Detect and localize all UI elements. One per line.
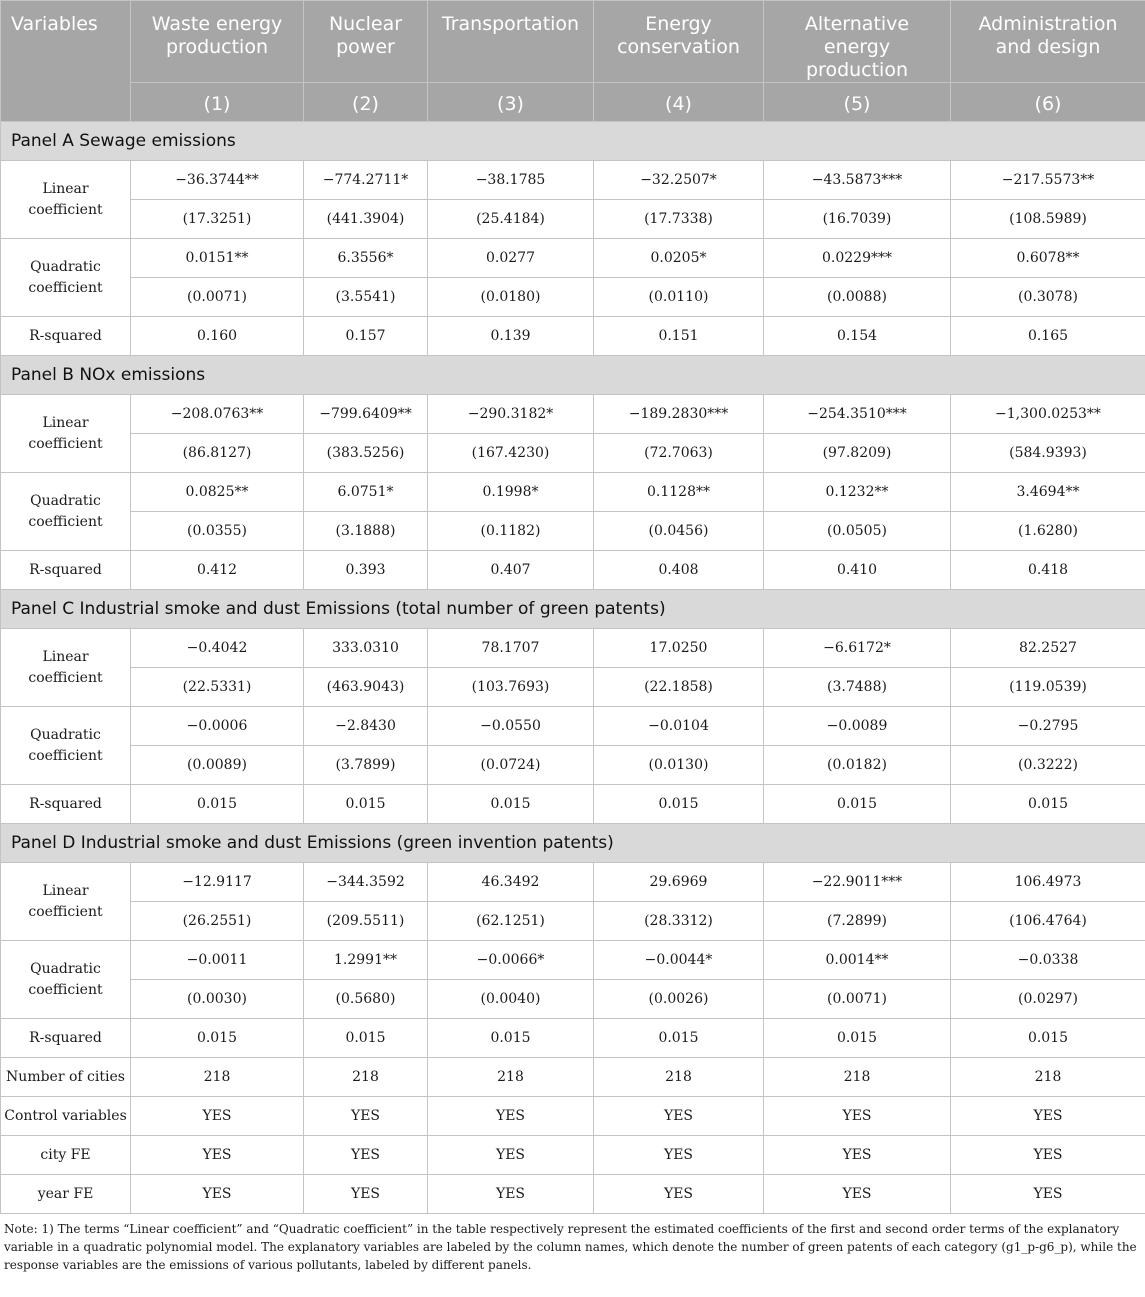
label-line: coefficient (28, 669, 103, 686)
standard-error-cell: (0.0026) (594, 980, 764, 1019)
label-line: Quadratic (30, 726, 101, 743)
footer-cell: YES (304, 1175, 428, 1214)
coefficient-cell: 0.1232** (764, 473, 951, 512)
standard-error-cell: (584.9393) (951, 434, 1145, 473)
r-squared-cell: 0.408 (594, 551, 764, 590)
coefficient-cell: −774.2711* (304, 161, 428, 200)
standard-error-cell: (0.0724) (428, 746, 594, 785)
row-label: city FE (1, 1136, 131, 1175)
standard-error-cell: (22.5331) (131, 668, 304, 707)
standard-error-cell: (62.1251) (428, 902, 594, 941)
standard-error-cell: (0.5680) (304, 980, 428, 1019)
row-label: R-squared (1, 551, 131, 590)
label-line: Linear (42, 180, 89, 197)
standard-error-cell: (106.4764) (951, 902, 1145, 941)
coefficient-cell: −0.0550 (428, 707, 594, 746)
coefficient-cell: 78.1707 (428, 629, 594, 668)
column-header-name (428, 1, 594, 83)
standard-error-cell: (0.0456) (594, 512, 764, 551)
row-label: R-squared (1, 785, 131, 824)
r-squared-cell: 0.015 (594, 785, 764, 824)
standard-error-cell: (0.0110) (594, 278, 764, 317)
standard-error-cell: (25.4184) (428, 200, 594, 239)
label-line: coefficient (28, 981, 103, 998)
coefficient-cell: 6.3556* (304, 239, 428, 278)
standard-error-cell: (26.2551) (131, 902, 304, 941)
row-label: year FE (1, 1175, 131, 1214)
r-squared-row (1, 317, 1145, 356)
label-line: Quadratic (30, 960, 101, 977)
coefficient-cell: −22.9011*** (764, 863, 951, 902)
coefficient-cell: −38.1785 (428, 161, 594, 200)
standard-error-row (1, 902, 1145, 941)
coefficient-cell: −217.5573** (951, 161, 1145, 200)
column-header-number: (4) (594, 83, 764, 122)
standard-error-cell: (72.7063) (594, 434, 764, 473)
standard-error-row (1, 434, 1145, 473)
footer-cell: 218 (594, 1058, 764, 1097)
row-label (1, 863, 131, 941)
label-line: coefficient (28, 903, 103, 920)
footer-cell: 218 (764, 1058, 951, 1097)
footer-row (1, 1097, 1145, 1136)
coefficient-cell: −0.0066* (428, 941, 594, 980)
coefficient-cell: 6.0751* (304, 473, 428, 512)
coefficient-cell: 0.0825** (131, 473, 304, 512)
standard-error-cell: (463.9043) (304, 668, 428, 707)
r-squared-cell: 0.015 (304, 1019, 428, 1058)
coefficient-row (1, 395, 1145, 434)
row-label (1, 707, 131, 785)
footer-cell: YES (951, 1136, 1145, 1175)
row-label (1, 161, 131, 239)
coefficient-cell: 106.4973 (951, 863, 1145, 902)
standard-error-cell: (0.0071) (131, 278, 304, 317)
standard-error-cell: (3.5541) (304, 278, 428, 317)
label-line: coefficient (28, 513, 103, 530)
row-label: Control variables (1, 1097, 131, 1136)
coefficient-cell: 82.2527 (951, 629, 1145, 668)
footer-cell: YES (428, 1097, 594, 1136)
standard-error-cell: (119.0539) (951, 668, 1145, 707)
row-label: R-squared (1, 317, 131, 356)
coefficient-cell: 0.1998* (428, 473, 594, 512)
coefficient-cell: −189.2830*** (594, 395, 764, 434)
coefficient-cell: 0.0229*** (764, 239, 951, 278)
coefficient-cell: 0.0014** (764, 941, 951, 980)
coefficient-cell: −208.0763** (131, 395, 304, 434)
footer-cell: 218 (951, 1058, 1145, 1097)
standard-error-cell: (28.3312) (594, 902, 764, 941)
column-header-number: (1) (131, 83, 304, 122)
standard-error-cell: (3.7488) (764, 668, 951, 707)
label-line: Energy (645, 13, 712, 35)
standard-error-cell: (108.5989) (951, 200, 1145, 239)
standard-error-cell: (17.3251) (131, 200, 304, 239)
standard-error-row (1, 980, 1145, 1019)
label-line: coefficient (28, 435, 103, 452)
column-header-name (304, 1, 428, 83)
standard-error-cell: (22.1858) (594, 668, 764, 707)
row-label: Number of cities (1, 1058, 131, 1097)
standard-error-cell: (0.3222) (951, 746, 1145, 785)
standard-error-cell: (16.7039) (764, 200, 951, 239)
standard-error-cell: (0.0030) (131, 980, 304, 1019)
coefficient-cell: 1.2991** (304, 941, 428, 980)
footer-cell: YES (951, 1097, 1145, 1136)
footer-cell: YES (428, 1175, 594, 1214)
standard-error-cell: (209.5511) (304, 902, 428, 941)
coefficient-cell: −0.0044* (594, 941, 764, 980)
label-line: Administration (978, 13, 1118, 35)
coefficient-row (1, 707, 1145, 746)
standard-error-cell: (103.7693) (428, 668, 594, 707)
label-line: Transportation (441, 13, 580, 35)
column-header-number: (2) (304, 83, 428, 122)
standard-error-cell: (0.0180) (428, 278, 594, 317)
coefficient-cell: −0.0104 (594, 707, 764, 746)
coefficient-cell: −0.2795 (951, 707, 1145, 746)
coefficient-cell: −12.9117 (131, 863, 304, 902)
coefficient-cell: 0.0205* (594, 239, 764, 278)
r-squared-row (1, 785, 1145, 824)
footer-cell: 218 (428, 1058, 594, 1097)
r-squared-cell: 0.015 (131, 785, 304, 824)
footer-cell: YES (594, 1175, 764, 1214)
coefficient-cell: 29.6969 (594, 863, 764, 902)
standard-error-cell: (3.7899) (304, 746, 428, 785)
standard-error-cell: (0.0505) (764, 512, 951, 551)
panel-title-row (1, 590, 1145, 629)
r-squared-cell: 0.015 (131, 1019, 304, 1058)
standard-error-row (1, 200, 1145, 239)
coefficient-cell: −0.0338 (951, 941, 1145, 980)
r-squared-cell: 0.015 (764, 785, 951, 824)
footer-cell: YES (951, 1175, 1145, 1214)
label-line: production (165, 36, 269, 58)
coefficient-cell: −36.3744** (131, 161, 304, 200)
standard-error-cell: (0.0355) (131, 512, 304, 551)
column-header-name (764, 1, 951, 83)
coefficient-cell: −6.6172* (764, 629, 951, 668)
row-label (1, 395, 131, 473)
standard-error-cell: (17.7338) (594, 200, 764, 239)
coefficient-cell: −0.0089 (764, 707, 951, 746)
r-squared-cell: 0.154 (764, 317, 951, 356)
standard-error-row (1, 668, 1145, 707)
panel-title-row (1, 356, 1145, 395)
label-line: Waste energy (151, 13, 283, 35)
panel-title-row (1, 824, 1145, 863)
footer-cell: YES (764, 1097, 951, 1136)
footer-cell: YES (594, 1097, 764, 1136)
label-line: Nuclear (328, 13, 403, 35)
coefficient-cell: −290.3182* (428, 395, 594, 434)
label-line: Linear (42, 648, 89, 665)
column-header-number: (6) (951, 83, 1145, 122)
label-line: Quadratic (30, 258, 101, 275)
footer-cell: YES (304, 1136, 428, 1175)
coefficient-cell: −254.3510*** (764, 395, 951, 434)
column-header-number: (5) (764, 83, 951, 122)
panel-title: Panel B NOx emissions (1, 356, 1145, 395)
r-squared-cell: 0.015 (764, 1019, 951, 1058)
column-header-number: (3) (428, 83, 594, 122)
standard-error-cell: (167.4230) (428, 434, 594, 473)
footer-cell: YES (764, 1175, 951, 1214)
standard-error-cell: (86.8127) (131, 434, 304, 473)
coefficient-cell: −0.0011 (131, 941, 304, 980)
footer-cell: YES (594, 1136, 764, 1175)
standard-error-cell: (0.0089) (131, 746, 304, 785)
standard-error-row (1, 512, 1145, 551)
footer-cell: YES (428, 1136, 594, 1175)
r-squared-cell: 0.139 (428, 317, 594, 356)
standard-error-cell: (1.6280) (951, 512, 1145, 551)
header-row-names (1, 1, 1145, 83)
label-line: coefficient (28, 747, 103, 764)
standard-error-cell: (97.8209) (764, 434, 951, 473)
r-squared-cell: 0.165 (951, 317, 1145, 356)
footer-cell: YES (131, 1097, 304, 1136)
table-note: Note: 1) The terms “Linear coefficient” and “Quadratic coefficient” in the table respectively represent the estimated coefficients of the first and second order terms of the explanatory variable in a quadratic polynomial model. The explanatory variables are labeled by the column names, which denote the number of green patents of each category (g1_p-g6_p), while the response variables are the emissions of various pollutants, labeled by different panels. (4, 1222, 1137, 1272)
standard-error-cell: (0.0130) (594, 746, 764, 785)
variables-header: Variables (1, 1, 131, 122)
panel-title: Panel A Sewage emissions (1, 122, 1145, 161)
r-squared-cell: 0.157 (304, 317, 428, 356)
label-line: Linear (42, 414, 89, 431)
panel-title-row (1, 122, 1145, 161)
column-header-name (131, 1, 304, 83)
row-label: R-squared (1, 1019, 131, 1058)
coefficient-cell: 0.0277 (428, 239, 594, 278)
coefficient-cell: −0.0006 (131, 707, 304, 746)
r-squared-cell: 0.418 (951, 551, 1145, 590)
coefficient-cell: −43.5873*** (764, 161, 951, 200)
r-squared-row (1, 551, 1145, 590)
coefficient-cell: −2.8430 (304, 707, 428, 746)
label-line: and design (995, 36, 1101, 58)
r-squared-cell: 0.393 (304, 551, 428, 590)
row-label (1, 473, 131, 551)
column-header-name (594, 1, 764, 83)
standard-error-cell: (0.0088) (764, 278, 951, 317)
row-label (1, 941, 131, 1019)
standard-error-cell: (441.3904) (304, 200, 428, 239)
coefficient-cell: 3.4694** (951, 473, 1145, 512)
table-header (1, 1, 1145, 122)
footer-cell: 218 (304, 1058, 428, 1097)
footer-cell: YES (764, 1136, 951, 1175)
label-line: production (805, 59, 909, 81)
row-label (1, 629, 131, 707)
coefficient-row (1, 161, 1145, 200)
coefficient-cell: −799.6409** (304, 395, 428, 434)
coefficient-cell: −0.4042 (131, 629, 304, 668)
r-squared-cell: 0.412 (131, 551, 304, 590)
table-body (1, 122, 1145, 1214)
r-squared-cell: 0.015 (304, 785, 428, 824)
label-line: conservation (617, 36, 740, 58)
footer-row (1, 1058, 1145, 1097)
coefficient-cell: 46.3492 (428, 863, 594, 902)
standard-error-cell: (0.0040) (428, 980, 594, 1019)
footer-row (1, 1175, 1145, 1214)
coefficient-cell: −344.3592 (304, 863, 428, 902)
coefficient-cell: 0.0151** (131, 239, 304, 278)
r-squared-cell: 0.015 (594, 1019, 764, 1058)
standard-error-cell: (0.3078) (951, 278, 1145, 317)
footer-cell: YES (131, 1136, 304, 1175)
label-line: power (336, 36, 395, 58)
footer-row (1, 1136, 1145, 1175)
label-line: Quadratic (30, 492, 101, 509)
panel-title: Panel D Industrial smoke and dust Emissions (green invention patents) (1, 824, 1145, 863)
r-squared-cell: 0.015 (428, 1019, 594, 1058)
coefficient-cell: 0.6078** (951, 239, 1145, 278)
header-row-numbers (1, 83, 1145, 122)
coefficient-row (1, 941, 1145, 980)
footer-cell: 218 (131, 1058, 304, 1097)
label-line: coefficient (28, 201, 103, 218)
coefficient-row (1, 473, 1145, 512)
r-squared-cell: 0.160 (131, 317, 304, 356)
standard-error-row (1, 278, 1145, 317)
r-squared-cell: 0.151 (594, 317, 764, 356)
standard-error-cell: (0.0297) (951, 980, 1145, 1019)
r-squared-cell: 0.015 (951, 1019, 1145, 1058)
panel-title: Panel C Industrial smoke and dust Emissions (total number of green patents) (1, 590, 1145, 629)
standard-error-cell: (0.1182) (428, 512, 594, 551)
coefficient-row (1, 863, 1145, 902)
coefficient-row (1, 629, 1145, 668)
footer-cell: YES (304, 1097, 428, 1136)
standard-error-cell: (7.2899) (764, 902, 951, 941)
label-line: Alternative (804, 13, 910, 35)
label-line: Linear (42, 882, 89, 899)
standard-error-cell: (0.0071) (764, 980, 951, 1019)
standard-error-cell: (0.0182) (764, 746, 951, 785)
coefficient-cell: 0.1128** (594, 473, 764, 512)
coefficient-cell: 333.0310 (304, 629, 428, 668)
coefficient-cell: −32.2507* (594, 161, 764, 200)
coefficient-row (1, 239, 1145, 278)
footer-cell: YES (131, 1175, 304, 1214)
column-header-name (951, 1, 1145, 83)
label-line: coefficient (28, 279, 103, 296)
label-line: energy (823, 36, 891, 58)
r-squared-cell: 0.015 (951, 785, 1145, 824)
r-squared-cell: 0.015 (428, 785, 594, 824)
coefficient-cell: −1,300.0253** (951, 395, 1145, 434)
r-squared-row (1, 1019, 1145, 1058)
r-squared-cell: 0.410 (764, 551, 951, 590)
standard-error-row (1, 746, 1145, 785)
standard-error-cell: (3.1888) (304, 512, 428, 551)
row-label (1, 239, 131, 317)
r-squared-cell: 0.407 (428, 551, 594, 590)
standard-error-cell: (383.5256) (304, 434, 428, 473)
coefficient-cell: 17.0250 (594, 629, 764, 668)
